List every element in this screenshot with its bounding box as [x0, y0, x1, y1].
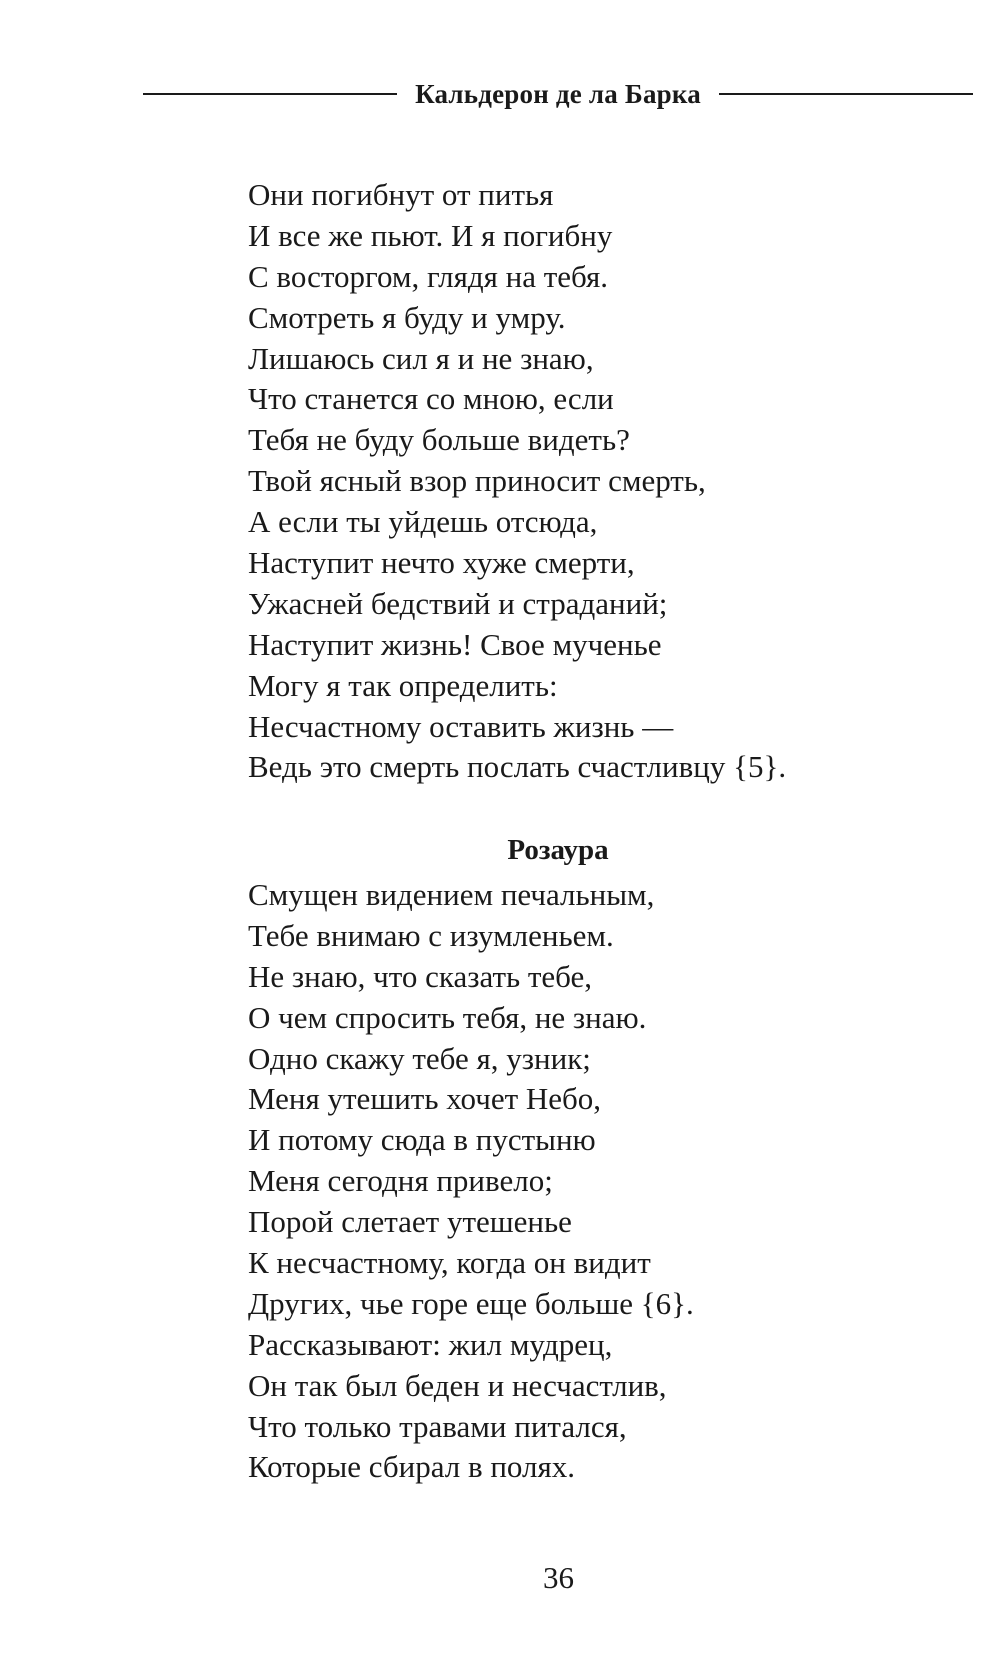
header-rule-left: [143, 93, 397, 95]
verse-line: Меня сегодня привело;: [248, 1163, 553, 1199]
verse-line: Не знаю, что сказать тебе,: [248, 958, 593, 994]
running-header: [143, 74, 973, 114]
verse-line: Он так был беден и несчастлив,: [248, 1367, 667, 1403]
verse-line: С восторгом, глядя на тебя.: [248, 258, 609, 294]
verse-line: Они погибнут от питья: [248, 177, 554, 212]
verse-line: Рассказывают: жил мудрец,: [248, 1326, 613, 1362]
verse-line: Несчастному оставить жизнь —: [248, 708, 674, 744]
verse-line: Одно скажу тебе я, узник;: [248, 1040, 591, 1076]
header-title: Кальдерон де ла Барка: [415, 78, 701, 109]
verse-line: Которые сбирал в полях.: [248, 1449, 575, 1485]
page-number: 36: [543, 1560, 574, 1595]
verse-line: Смущен видением печальным,: [248, 877, 655, 912]
verse-stanza-2: [248, 875, 948, 1488]
verse-line: Порой слетает утешенье: [248, 1204, 572, 1240]
speaker-name: Розаура: [507, 834, 609, 866]
verse-line: Твой ясный взор приносит смерть,: [248, 463, 706, 499]
verse-line: Меня утешить хочет Небо,: [248, 1081, 602, 1117]
header-rule-right: [719, 93, 973, 95]
verse-stanza-1: [248, 175, 948, 788]
verse-line: И потому сюда в пустыню: [248, 1122, 596, 1158]
verse-line: Могу я так определить:: [248, 667, 558, 703]
verse-line: Ужасней бедствий и страданий;: [248, 585, 668, 621]
verse-line: К несчастному, когда он видит: [248, 1245, 651, 1281]
verse-line: А если ты уйдешь отсюда,: [248, 504, 598, 540]
verse-line: Других, чье горе еще больше {6}.: [248, 1285, 694, 1321]
verse-line: И все же пьют. И я погибну: [248, 217, 613, 253]
verse-line: Что станется со мною, если: [248, 381, 614, 417]
verse-line: Тебя не буду больше видеть?: [248, 422, 630, 458]
verse-line: Наступит нечто хуже смерти,: [248, 545, 635, 581]
verse-line: Тебе внимаю с изумленьем.: [248, 917, 614, 953]
verse-line: Лишаюсь сил я и не знаю,: [248, 340, 594, 376]
verse-line: Смотреть я буду и умру.: [248, 299, 566, 335]
verse-line: Наступит жизнь! Свое мученье: [248, 626, 662, 662]
verse-line: Что только травами питался,: [248, 1408, 627, 1444]
verse-line: Ведь это смерть послать счастливцу {5}.: [248, 749, 787, 785]
verse-line: О чем спросить тебя, не знаю.: [248, 999, 647, 1035]
